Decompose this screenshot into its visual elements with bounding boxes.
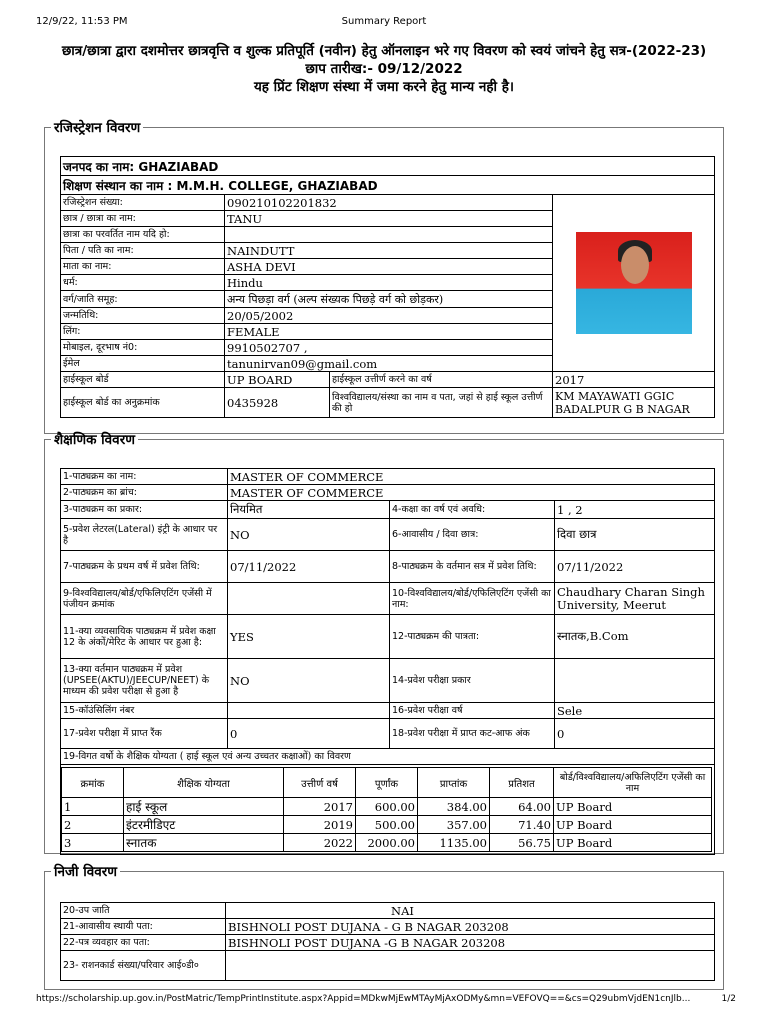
hs-board-value: UP BOARD	[225, 372, 330, 388]
field-label: 13-क्या वर्तमान पाठ्यक्रम में प्रवेश (UPSEE(AKTU)/JEECUP/NEET) के माध्यम की प्रवेश परीक्षा से हुआ है	[61, 659, 228, 703]
qual-cell: 600.00	[356, 798, 418, 816]
qual-cell: 357.00	[418, 816, 490, 834]
field-value: NO	[228, 519, 390, 551]
reg-label: मोबाइल, दूरभाष नं0:	[61, 340, 225, 356]
reg-label: जन्मतिथि:	[61, 308, 225, 324]
qual-cell: 1135.00	[418, 834, 490, 852]
qual-header: पूर्णांक	[356, 768, 418, 798]
reg-value: अन्य पिछड़ा वर्ग (अल्प संख्यक पिछड़े वर्ग को छोड़कर)	[225, 291, 553, 308]
field-label: 18-प्रवेश परीक्षा में प्राप्त कट-आफ अंक	[390, 719, 555, 749]
personal-label: 21-आवासीय स्थायी पता:	[61, 919, 226, 935]
print-title: Summary Report	[341, 16, 427, 27]
qual-cell: 2	[62, 816, 124, 834]
reg-value: tanunirvan09@gmail.com	[225, 356, 553, 372]
qual-cell: 1	[62, 798, 124, 816]
reg-value: NAINDUTT	[225, 243, 553, 259]
field-value: YES	[228, 615, 390, 659]
reg-value: 9910502707 ,	[225, 340, 553, 356]
field-value: स्नातक,B.Com	[555, 615, 715, 659]
personal-value: BISHNOLI POST DUJANA - G B NAGAR 203208	[226, 919, 715, 935]
title-line1: छात्र/छात्रा द्वारा दशमोत्तर छात्रवृत्ति व शुल्क प्रतिपूर्ति (नवीन) हेतु ऑनलाइन भरे गए विवरण को स्वयं जांचने हेतु सत्र-(2022-23)	[61, 43, 707, 59]
hs-year-label: हाईस्कूल उत्तीर्ण करने का वर्ष	[330, 372, 553, 388]
reg-label: छात्रा का परवर्तित नाम यदि हो:	[61, 227, 225, 243]
field-value	[228, 583, 390, 615]
hs-roll-value: 0435928	[225, 388, 330, 418]
field-label: 10-विश्वविद्यालय/बोर्ड/एफिलिएटिंग एजेंसी का नाम:	[390, 583, 555, 615]
course-branch-label: 2-पाठ्यक्रम का ब्रांच:	[61, 485, 228, 501]
reg-value: ASHA DEVI	[225, 259, 553, 275]
field-label: 16-प्रवेश परीक्षा वर्ष	[390, 703, 555, 719]
reg-value: FEMALE	[225, 324, 553, 340]
personal-value: NAI	[226, 903, 715, 919]
field-value: Chaudhary Charan Singh University, Meerut	[555, 583, 715, 615]
reg-label: ईमेल	[61, 356, 225, 372]
qual-cell: 71.40	[490, 816, 554, 834]
report-title	[36, 42, 732, 96]
qual-cell: 56.75	[490, 834, 554, 852]
table-row	[62, 816, 712, 834]
reg-value: 20/05/2002	[225, 308, 553, 324]
reg-label: लिंग:	[61, 324, 225, 340]
qualification-title: 19-विगत वर्षो के शैक्षिक योग्यता ( हाई स्कूल एवं अन्य उच्चतर कक्षाओं) का विवरण	[61, 749, 715, 765]
qual-header: प्राप्तांक	[418, 768, 490, 798]
reg-label: छात्र / छात्रा का नाम:	[61, 211, 225, 227]
field-label: 11-क्या व्यवसायिक पाठ्यक्रम में प्रवेश कक्षा 12 के अंकों/मेरिट के आधार पर हुआ है:	[61, 615, 228, 659]
reg-label: पिता / पति का नाम:	[61, 243, 225, 259]
hs-year-value: 2017	[553, 372, 715, 388]
qual-header: क्रमांक	[62, 768, 124, 798]
qual-header: बोर्ड/विश्वविद्यालय/अफिलिएटिंग एजेंसी का नाम	[554, 768, 712, 798]
hs-school-label: विश्वविद्यालय/संस्था का नाम व पता, जहां से हाई स्कूल उत्तीर्ण की हो	[330, 388, 553, 418]
photo-cell	[553, 195, 715, 372]
personal-label: 22-पत्र व्यवहार का पता:	[61, 935, 226, 951]
personal-value	[226, 951, 715, 981]
reg-label: वर्ग/जाति समूह:	[61, 291, 225, 308]
field-value: 0	[555, 719, 715, 749]
qual-header: प्रतिशत	[490, 768, 554, 798]
hs-school-value: KM MAYAWATI GGIC BADALPUR G B NAGAR	[553, 388, 715, 418]
personal-label: 23- राशनकार्ड संख्या/परिवार आई०डी०	[61, 951, 226, 981]
qual-cell: 2022	[284, 834, 356, 852]
field-label: 15-कॉउंसिलिंग नंबर	[61, 703, 228, 719]
qual-cell: स्नातक	[124, 834, 284, 852]
field-value	[555, 659, 715, 703]
print-header	[0, 16, 768, 32]
qual-cell: 64.00	[490, 798, 554, 816]
personal-table	[60, 902, 715, 981]
qual-cell: UP Board	[554, 816, 712, 834]
field-value: Sele	[555, 703, 715, 719]
qual-cell: 500.00	[356, 816, 418, 834]
field-value: 1 , 2	[555, 501, 715, 519]
qual-cell: UP Board	[554, 834, 712, 852]
reg-label: धर्म:	[61, 275, 225, 291]
registration-section	[44, 118, 724, 434]
table-row	[62, 798, 712, 816]
course-name-label: 1-पाठ्यक्रम का नाम:	[61, 469, 228, 485]
academic-legend: शैक्षणिक विवरण	[54, 432, 135, 448]
qual-cell: 2019	[284, 816, 356, 834]
field-value: 07/11/2022	[555, 551, 715, 583]
qual-cell: 384.00	[418, 798, 490, 816]
qual-cell: इंटरमीडिएट	[124, 816, 284, 834]
print-date: छाप तारीख:- 09/12/2022	[305, 61, 463, 77]
qual-cell: हाई स्कूल	[124, 798, 284, 816]
course-branch-value: MASTER OF COMMERCE	[228, 485, 715, 501]
student-photo	[576, 232, 692, 334]
qual-header: शैक्षिक योग्यता	[124, 768, 284, 798]
reg-label: रजिस्ट्रेशन संख्या:	[61, 195, 225, 211]
personal-legend: निजी विवरण	[54, 864, 117, 880]
field-label: 3-पाठ्यक्रम का प्रकार:	[61, 501, 228, 519]
field-label: 12-पाठ्यक्रम की पात्रता:	[390, 615, 555, 659]
reg-value	[225, 227, 553, 243]
field-label: 7-पाठ्यक्रम के प्रथम वर्ष में प्रवेश तिथि:	[61, 551, 228, 583]
personal-label: 20-उप जाति	[61, 903, 226, 919]
academic-table	[60, 468, 715, 855]
field-value	[228, 703, 390, 719]
personal-value: BISHNOLI POST DUJANA -G B NAGAR 203208	[226, 935, 715, 951]
institution-name: शिक्षण संस्थान का नाम : M.M.H. COLLEGE, GHAZIABAD	[61, 176, 715, 195]
field-label: 5-प्रवेश लेटरल(Lateral) इंट्री के आधार पर है	[61, 519, 228, 551]
field-label: 9-विश्वविद्यालय/बोर्ड/एफिलिएटिंग एजेंसी में पंजीयन क्रमांक	[61, 583, 228, 615]
academic-section	[44, 430, 724, 854]
page-number: 1/2	[721, 994, 736, 1004]
field-value: दिवा छात्र	[555, 519, 715, 551]
field-label: 6-आवासीय / दिवा छात्र:	[390, 519, 555, 551]
field-label: 4-कक्षा का वर्ष एवं अवधि:	[390, 501, 555, 519]
field-value: NO	[228, 659, 390, 703]
registration-table	[60, 156, 715, 418]
print-footer	[36, 994, 736, 1004]
course-name-value: MASTER OF COMMERCE	[228, 469, 715, 485]
qual-header: उत्तीर्ण वर्ष	[284, 768, 356, 798]
field-value: 0	[228, 719, 390, 749]
qualification-table	[61, 767, 712, 852]
field-value: 07/11/2022	[228, 551, 390, 583]
reg-value: TANU	[225, 211, 553, 227]
personal-section	[44, 862, 724, 990]
field-label: 8-पाठ्यक्रम के वर्तमान सत्र में प्रवेश तिथि:	[390, 551, 555, 583]
validity-note: यह प्रिंट शिक्षण संस्था में जमा करने हेतु मान्य नही है।	[253, 79, 515, 95]
qual-cell: 3	[62, 834, 124, 852]
qual-cell: UP Board	[554, 798, 712, 816]
qual-cell: 2000.00	[356, 834, 418, 852]
page-url: https://scholarship.up.gov.in/PostMatric/TempPrintInstitute.aspx?Appid=MDkwMjEwMTAyMjAxODMy&mn=VEFOVQ==&cs=Q29ubmVjdEN1cnJlb...	[36, 994, 691, 1004]
reg-label: माता का नाम:	[61, 259, 225, 275]
district-name: जनपद का नाम: GHAZIABAD	[61, 157, 715, 176]
reg-value: Hindu	[225, 275, 553, 291]
hs-board-label: हाईस्कूल बोर्ड	[61, 372, 225, 388]
field-label: 14-प्रवेश परीक्षा प्रकार	[390, 659, 555, 703]
print-datetime: 12/9/22, 11:53 PM	[36, 16, 128, 27]
field-label: 17-प्रवेश परीक्षा में प्राप्त रैंक	[61, 719, 228, 749]
table-row	[62, 834, 712, 852]
reg-value: 090210102201832	[225, 195, 553, 211]
qual-cell: 2017	[284, 798, 356, 816]
hs-roll-label: हाईस्कूल बोर्ड का अनुक्रमांक	[61, 388, 225, 418]
registration-legend: रजिस्ट्रेशन विवरण	[54, 120, 141, 136]
field-value: नियमित	[228, 501, 390, 519]
